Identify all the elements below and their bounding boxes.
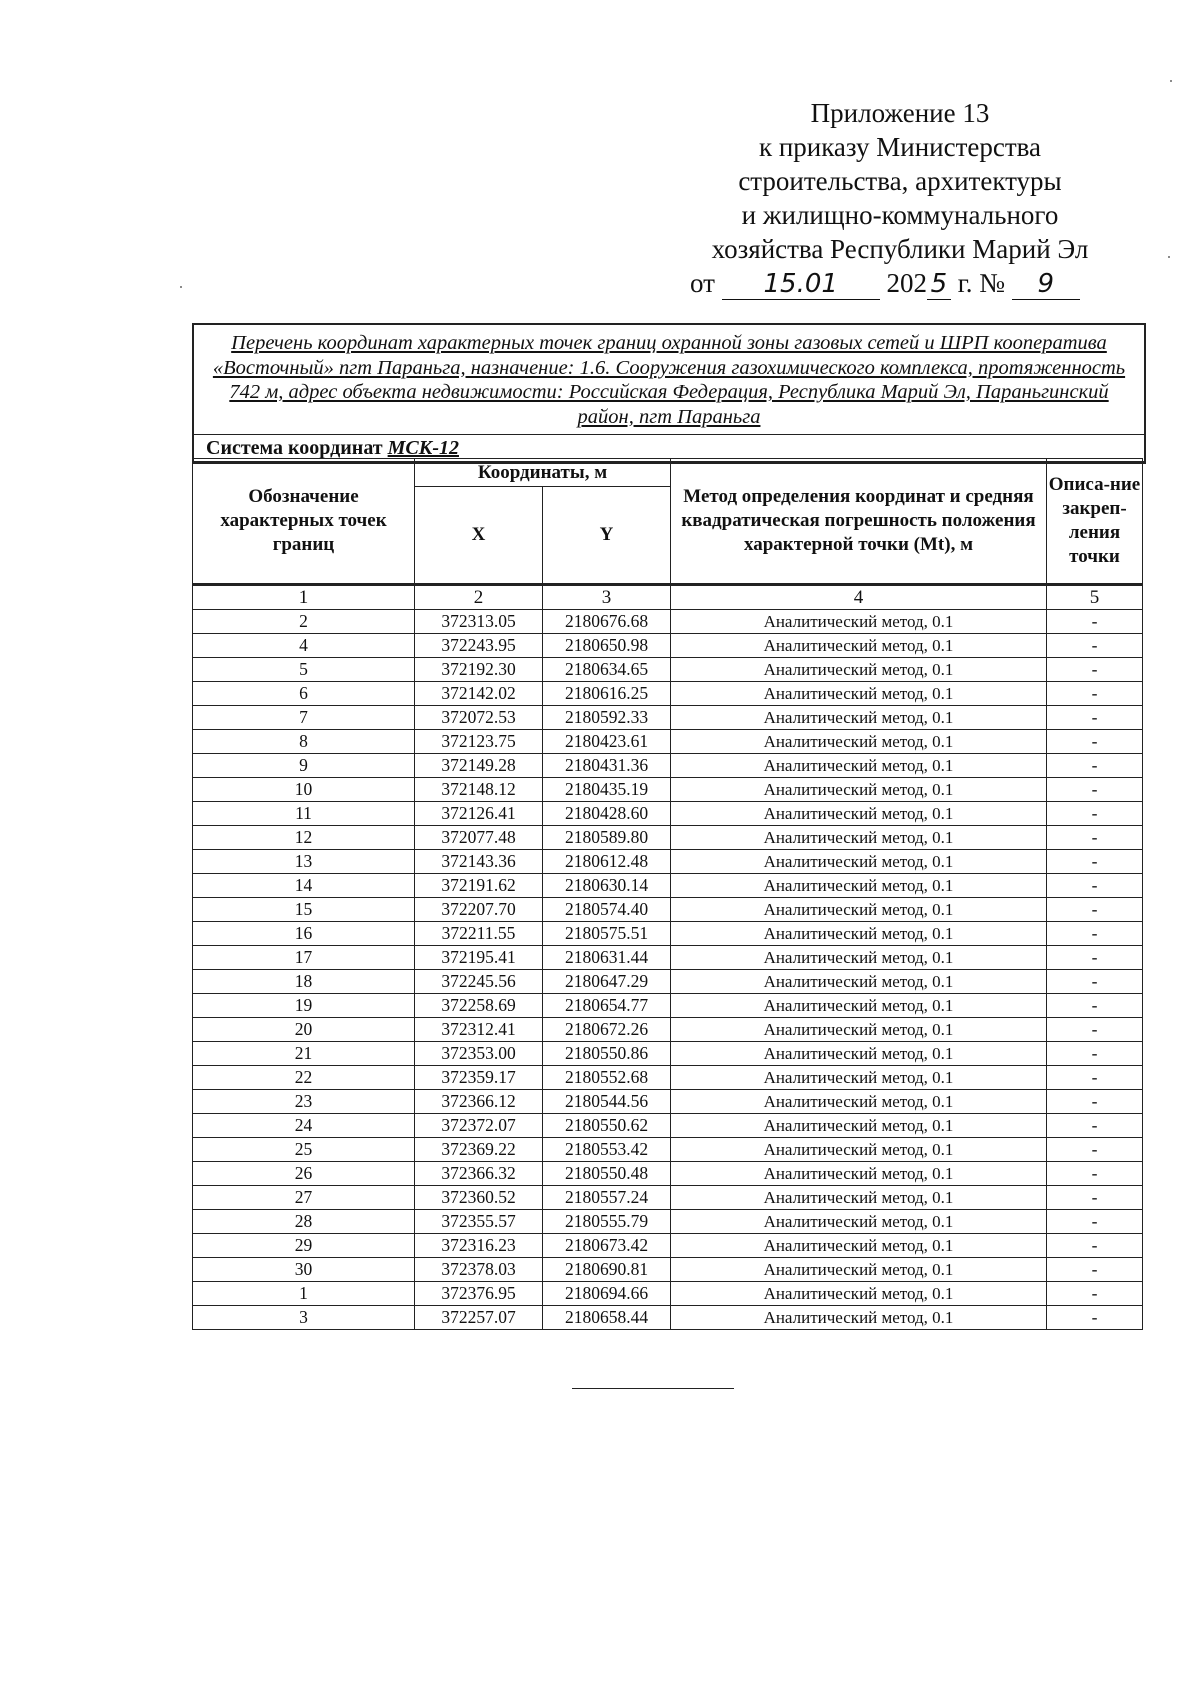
row-point: 23	[193, 1090, 415, 1114]
row-method: Аналитический метод, 0.1	[671, 754, 1047, 778]
table-row	[193, 922, 1143, 946]
order-reference: к приказу Министерства	[758, 132, 1042, 162]
column-number: 2	[415, 585, 543, 610]
row-y: 2180654.77	[543, 994, 671, 1018]
table-row	[193, 778, 1143, 802]
table-row	[193, 850, 1143, 874]
appendix-number: Приложение 13	[810, 98, 990, 128]
row-x: 372355.57	[415, 1210, 543, 1234]
row-y: 2180672.26	[543, 1018, 671, 1042]
row-method: Аналитический метод, 0.1	[671, 778, 1047, 802]
row-method: Аналитический метод, 0.1	[671, 1258, 1047, 1282]
column-number: 5	[1047, 585, 1143, 610]
row-method: Аналитический метод, 0.1	[671, 706, 1047, 730]
table-row	[193, 1162, 1143, 1186]
row-point: 4	[193, 634, 415, 658]
row-method: Аналитический метод, 0.1	[671, 994, 1047, 1018]
row-method: Аналитический метод, 0.1	[671, 1114, 1047, 1138]
row-point: 30	[193, 1258, 415, 1282]
row-y: 2180555.79	[543, 1210, 671, 1234]
row-y: 2180592.33	[543, 706, 671, 730]
header-x: X	[415, 487, 543, 585]
scan-speck	[180, 286, 182, 288]
table-row	[193, 946, 1143, 970]
row-x: 372072.53	[415, 706, 543, 730]
row-x: 372211.55	[415, 922, 543, 946]
handwritten-date: 15.01	[722, 269, 880, 300]
row-method: Аналитический метод, 0.1	[671, 1162, 1047, 1186]
row-point: 5	[193, 658, 415, 682]
table-row	[193, 1282, 1143, 1306]
year-prefix: 202	[886, 268, 927, 298]
table-caption-box	[192, 323, 1146, 464]
row-description: -	[1047, 1018, 1143, 1042]
row-y: 2180550.62	[543, 1114, 671, 1138]
row-description: -	[1047, 634, 1143, 658]
row-x: 372258.69	[415, 994, 543, 1018]
row-method: Аналитический метод, 0.1	[671, 802, 1047, 826]
coordinates-table	[192, 458, 1143, 1330]
row-x: 372245.56	[415, 970, 543, 994]
table-title: Перечень координат характерных точек границ охранной зоны газовых сетей и ШРП кооператива «Восточный» пгт Параньга, назначение: 1.6. Сооружения газохимического комплекса, протяженность 742 м, адрес объекта недвижимости: Российская Федерация, Республика Марий Эл, Параньгинский район, пгт Параньга	[194, 325, 1144, 435]
header-description: Описа-ние закреп-ления точки	[1047, 459, 1143, 585]
row-x: 372316.23	[415, 1234, 543, 1258]
row-y: 2180673.42	[543, 1234, 671, 1258]
table-row	[193, 1186, 1143, 1210]
table-row	[193, 706, 1143, 730]
row-y: 2180550.48	[543, 1162, 671, 1186]
row-description: -	[1047, 1090, 1143, 1114]
appendix-header	[690, 96, 1110, 300]
row-y: 2180630.14	[543, 874, 671, 898]
row-description: -	[1047, 778, 1143, 802]
scan-speck	[1168, 256, 1170, 258]
column-number: 1	[193, 585, 415, 610]
row-y: 2180435.19	[543, 778, 671, 802]
row-x: 372195.41	[415, 946, 543, 970]
handwritten-order-number: 9	[1012, 269, 1080, 300]
row-description: -	[1047, 1138, 1143, 1162]
table-row	[193, 970, 1143, 994]
row-method: Аналитический метод, 0.1	[671, 1282, 1047, 1306]
row-x: 372359.17	[415, 1066, 543, 1090]
row-y: 2180574.40	[543, 898, 671, 922]
table-row	[193, 874, 1143, 898]
row-description: -	[1047, 1282, 1143, 1306]
coordinate-system-label: Система координат	[206, 437, 383, 459]
row-description: -	[1047, 970, 1143, 994]
coordinates-table-frame	[192, 323, 1144, 1337]
row-description: -	[1047, 1210, 1143, 1234]
row-method: Аналитический метод, 0.1	[671, 610, 1047, 634]
row-method: Аналитический метод, 0.1	[671, 850, 1047, 874]
row-description: -	[1047, 754, 1143, 778]
row-y: 2180552.68	[543, 1066, 671, 1090]
row-x: 372142.02	[415, 682, 543, 706]
row-description: -	[1047, 610, 1143, 634]
row-description: -	[1047, 994, 1143, 1018]
row-method: Аналитический метод, 0.1	[671, 634, 1047, 658]
row-method: Аналитический метод, 0.1	[671, 898, 1047, 922]
table-row	[193, 898, 1143, 922]
row-point: 27	[193, 1186, 415, 1210]
row-description: -	[1047, 802, 1143, 826]
row-x: 372313.05	[415, 610, 543, 634]
handwritten-year: 5	[927, 269, 951, 300]
row-method: Аналитический метод, 0.1	[671, 1018, 1047, 1042]
row-x: 372192.30	[415, 658, 543, 682]
row-point: 3	[193, 1306, 415, 1330]
row-y: 2180650.98	[543, 634, 671, 658]
row-point: 6	[193, 682, 415, 706]
row-method: Аналитический метод, 0.1	[671, 970, 1047, 994]
table-row	[193, 994, 1143, 1018]
table-row	[193, 682, 1143, 706]
row-y: 2180694.66	[543, 1282, 671, 1306]
table-row	[193, 826, 1143, 850]
table-row	[193, 1042, 1143, 1066]
row-x: 372366.12	[415, 1090, 543, 1114]
row-method: Аналитический метод, 0.1	[671, 1042, 1047, 1066]
row-description: -	[1047, 1042, 1143, 1066]
row-point: 14	[193, 874, 415, 898]
row-x: 372191.62	[415, 874, 543, 898]
header-coordinates: Координаты, м	[415, 459, 671, 487]
table-row	[193, 730, 1143, 754]
table-row	[193, 1234, 1143, 1258]
row-description: -	[1047, 682, 1143, 706]
row-x: 372376.95	[415, 1282, 543, 1306]
row-x: 372360.52	[415, 1186, 543, 1210]
row-y: 2180634.65	[543, 658, 671, 682]
column-number: 4	[671, 585, 1047, 610]
row-point: 24	[193, 1114, 415, 1138]
row-x: 372077.48	[415, 826, 543, 850]
row-y: 2180553.42	[543, 1138, 671, 1162]
row-point: 25	[193, 1138, 415, 1162]
row-method: Аналитический метод, 0.1	[671, 946, 1047, 970]
row-x: 372366.32	[415, 1162, 543, 1186]
coordinate-system-value: МСК-12	[387, 437, 459, 459]
row-y: 2180428.60	[543, 802, 671, 826]
ministry-name-1: строительства, архитектуры	[738, 166, 1062, 196]
table-row	[193, 1018, 1143, 1042]
table-row	[193, 610, 1143, 634]
row-method: Аналитический метод, 0.1	[671, 1186, 1047, 1210]
row-description: -	[1047, 874, 1143, 898]
row-y: 2180544.56	[543, 1090, 671, 1114]
ministry-name-3: хозяйства Республики Марий Эл	[711, 234, 1089, 264]
row-point: 13	[193, 850, 415, 874]
header-point-designation: Обозначение характерных точек границ	[193, 459, 415, 585]
row-y: 2180612.48	[543, 850, 671, 874]
row-method: Аналитический метод, 0.1	[671, 874, 1047, 898]
row-x: 372369.22	[415, 1138, 543, 1162]
row-description: -	[1047, 922, 1143, 946]
row-y: 2180647.29	[543, 970, 671, 994]
row-x: 372372.07	[415, 1114, 543, 1138]
row-point: 28	[193, 1210, 415, 1234]
row-description: -	[1047, 1066, 1143, 1090]
column-numbers-row	[193, 585, 1143, 610]
row-y: 2180550.86	[543, 1042, 671, 1066]
table-row	[193, 1258, 1143, 1282]
table-row	[193, 658, 1143, 682]
row-x: 372149.28	[415, 754, 543, 778]
end-of-document-rule	[572, 1388, 734, 1389]
row-y: 2180658.44	[543, 1306, 671, 1330]
row-method: Аналитический метод, 0.1	[671, 1234, 1047, 1258]
row-description: -	[1047, 850, 1143, 874]
table-row	[193, 1066, 1143, 1090]
row-point: 11	[193, 802, 415, 826]
row-y: 2180557.24	[543, 1186, 671, 1210]
coordinates-table-body	[193, 610, 1143, 1330]
header-y: Y	[543, 487, 671, 585]
row-x: 372148.12	[415, 778, 543, 802]
row-point: 29	[193, 1234, 415, 1258]
row-description: -	[1047, 898, 1143, 922]
row-point: 2	[193, 610, 415, 634]
table-row	[193, 1306, 1143, 1330]
row-point: 26	[193, 1162, 415, 1186]
row-x: 372312.41	[415, 1018, 543, 1042]
row-point: 21	[193, 1042, 415, 1066]
row-point: 17	[193, 946, 415, 970]
row-description: -	[1047, 1186, 1143, 1210]
row-y: 2180676.68	[543, 610, 671, 634]
row-description: -	[1047, 706, 1143, 730]
row-description: -	[1047, 946, 1143, 970]
header-method: Метод определения координат и средняя квадратическая погрешность положения характерной точки (Mt), м	[671, 459, 1047, 585]
row-description: -	[1047, 1114, 1143, 1138]
table-row	[193, 754, 1143, 778]
row-point: 16	[193, 922, 415, 946]
row-y: 2180631.44	[543, 946, 671, 970]
row-x: 372353.00	[415, 1042, 543, 1066]
row-method: Аналитический метод, 0.1	[671, 682, 1047, 706]
table-row	[193, 634, 1143, 658]
table-row	[193, 1138, 1143, 1162]
date-prefix: от	[690, 268, 715, 298]
row-method: Аналитический метод, 0.1	[671, 1066, 1047, 1090]
row-y: 2180423.61	[543, 730, 671, 754]
row-point: 20	[193, 1018, 415, 1042]
row-y: 2180616.25	[543, 682, 671, 706]
row-point: 18	[193, 970, 415, 994]
table-row	[193, 1090, 1143, 1114]
row-y: 2180690.81	[543, 1258, 671, 1282]
table-row	[193, 1114, 1143, 1138]
table-row	[193, 802, 1143, 826]
row-point: 12	[193, 826, 415, 850]
row-point: 15	[193, 898, 415, 922]
scan-speck	[1170, 80, 1172, 82]
row-point: 19	[193, 994, 415, 1018]
row-method: Аналитический метод, 0.1	[671, 658, 1047, 682]
row-method: Аналитический метод, 0.1	[671, 922, 1047, 946]
row-method: Аналитический метод, 0.1	[671, 1138, 1047, 1162]
number-prefix: г. №	[957, 268, 1005, 298]
row-description: -	[1047, 1258, 1143, 1282]
row-y: 2180431.36	[543, 754, 671, 778]
row-y: 2180589.80	[543, 826, 671, 850]
row-point: 9	[193, 754, 415, 778]
row-description: -	[1047, 826, 1143, 850]
row-description: -	[1047, 658, 1143, 682]
row-x: 372207.70	[415, 898, 543, 922]
row-x: 372257.07	[415, 1306, 543, 1330]
row-description: -	[1047, 730, 1143, 754]
row-x: 372378.03	[415, 1258, 543, 1282]
row-point: 1	[193, 1282, 415, 1306]
column-number: 3	[543, 585, 671, 610]
row-method: Аналитический метод, 0.1	[671, 1306, 1047, 1330]
row-point: 8	[193, 730, 415, 754]
row-description: -	[1047, 1162, 1143, 1186]
row-method: Аналитический метод, 0.1	[671, 730, 1047, 754]
order-date-line	[690, 266, 1110, 300]
row-description: -	[1047, 1306, 1143, 1330]
row-point: 7	[193, 706, 415, 730]
row-method: Аналитический метод, 0.1	[671, 826, 1047, 850]
row-y: 2180575.51	[543, 922, 671, 946]
row-x: 372123.75	[415, 730, 543, 754]
row-point: 10	[193, 778, 415, 802]
row-description: -	[1047, 1234, 1143, 1258]
row-x: 372243.95	[415, 634, 543, 658]
row-x: 372143.36	[415, 850, 543, 874]
table-row	[193, 1210, 1143, 1234]
row-method: Аналитический метод, 0.1	[671, 1210, 1047, 1234]
row-x: 372126.41	[415, 802, 543, 826]
row-method: Аналитический метод, 0.1	[671, 1090, 1047, 1114]
ministry-name-2: и жилищно-коммунального	[741, 200, 1059, 230]
row-point: 22	[193, 1066, 415, 1090]
